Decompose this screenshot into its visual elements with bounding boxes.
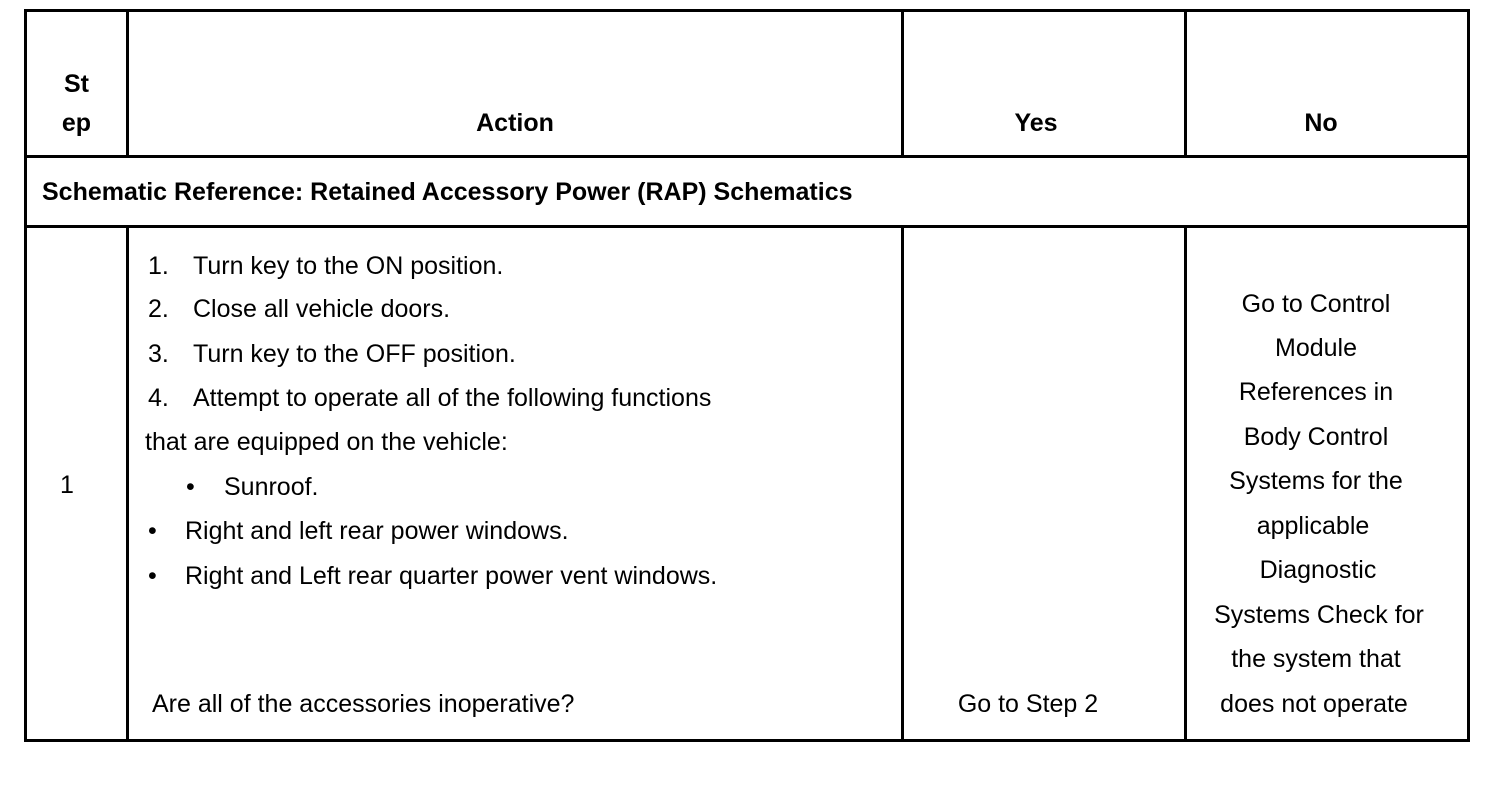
header-yes: Yes	[1014, 109, 1058, 137]
action-step-text: Turn key to the ON position.	[193, 252, 504, 280]
no-result-line: does not operate	[1220, 690, 1408, 718]
header-step-line1: St	[64, 70, 89, 98]
no-result-line: Systems for the	[1229, 467, 1403, 495]
yes-result: Go to Step 2	[957, 690, 1099, 718]
bullet-icon: •	[148, 517, 157, 545]
table-border-top	[24, 9, 1470, 12]
header-no: No	[1304, 109, 1338, 137]
action-step-number: 2.	[148, 295, 169, 323]
header-action: Action	[476, 109, 554, 137]
no-result-line: Diagnostic	[1259, 556, 1377, 584]
column-divider-step-action	[126, 225, 129, 742]
no-result-line: Go to Control	[1241, 290, 1391, 318]
no-result-line: the system that	[1231, 645, 1401, 673]
action-question: Are all of the accessories inoperative?	[152, 690, 575, 718]
action-step-number: 3.	[148, 340, 169, 368]
action-step-number: 1.	[148, 252, 169, 280]
header-step-line2: ep	[61, 109, 92, 137]
action-step-text: Attempt to operate all of the following functions	[193, 384, 712, 412]
table-border-right	[1467, 9, 1470, 742]
table-border-header-bottom	[24, 155, 1470, 158]
action-step-continuation: that are equipped on the vehicle:	[145, 428, 508, 456]
bullet-icon: •	[148, 562, 157, 590]
table-border-bottom	[24, 739, 1470, 742]
no-result-line: Systems Check for	[1214, 601, 1424, 629]
action-step-number: 4.	[148, 384, 169, 412]
action-step-text: Close all vehicle doors.	[193, 295, 451, 323]
sub-bullet-text: Sunroof.	[224, 473, 319, 501]
no-result-line: applicable	[1256, 512, 1370, 540]
bullet-icon: •	[186, 473, 195, 501]
bullet-text: Right and Left rear quarter power vent windows.	[185, 562, 718, 590]
step-number: 1	[60, 471, 74, 499]
bullet-text: Right and left rear power windows.	[185, 517, 569, 545]
action-step-text: Turn key to the OFF position.	[193, 340, 516, 368]
column-divider-action-yes	[901, 225, 904, 742]
no-result-line: Module	[1275, 334, 1357, 362]
no-result-line: Body Control	[1243, 423, 1389, 451]
no-result-line: References in	[1238, 378, 1394, 406]
table-border-reference-bottom	[24, 225, 1470, 228]
schematic-reference: Schematic Reference: Retained Accessory Power (RAP) Schematics	[42, 178, 853, 206]
